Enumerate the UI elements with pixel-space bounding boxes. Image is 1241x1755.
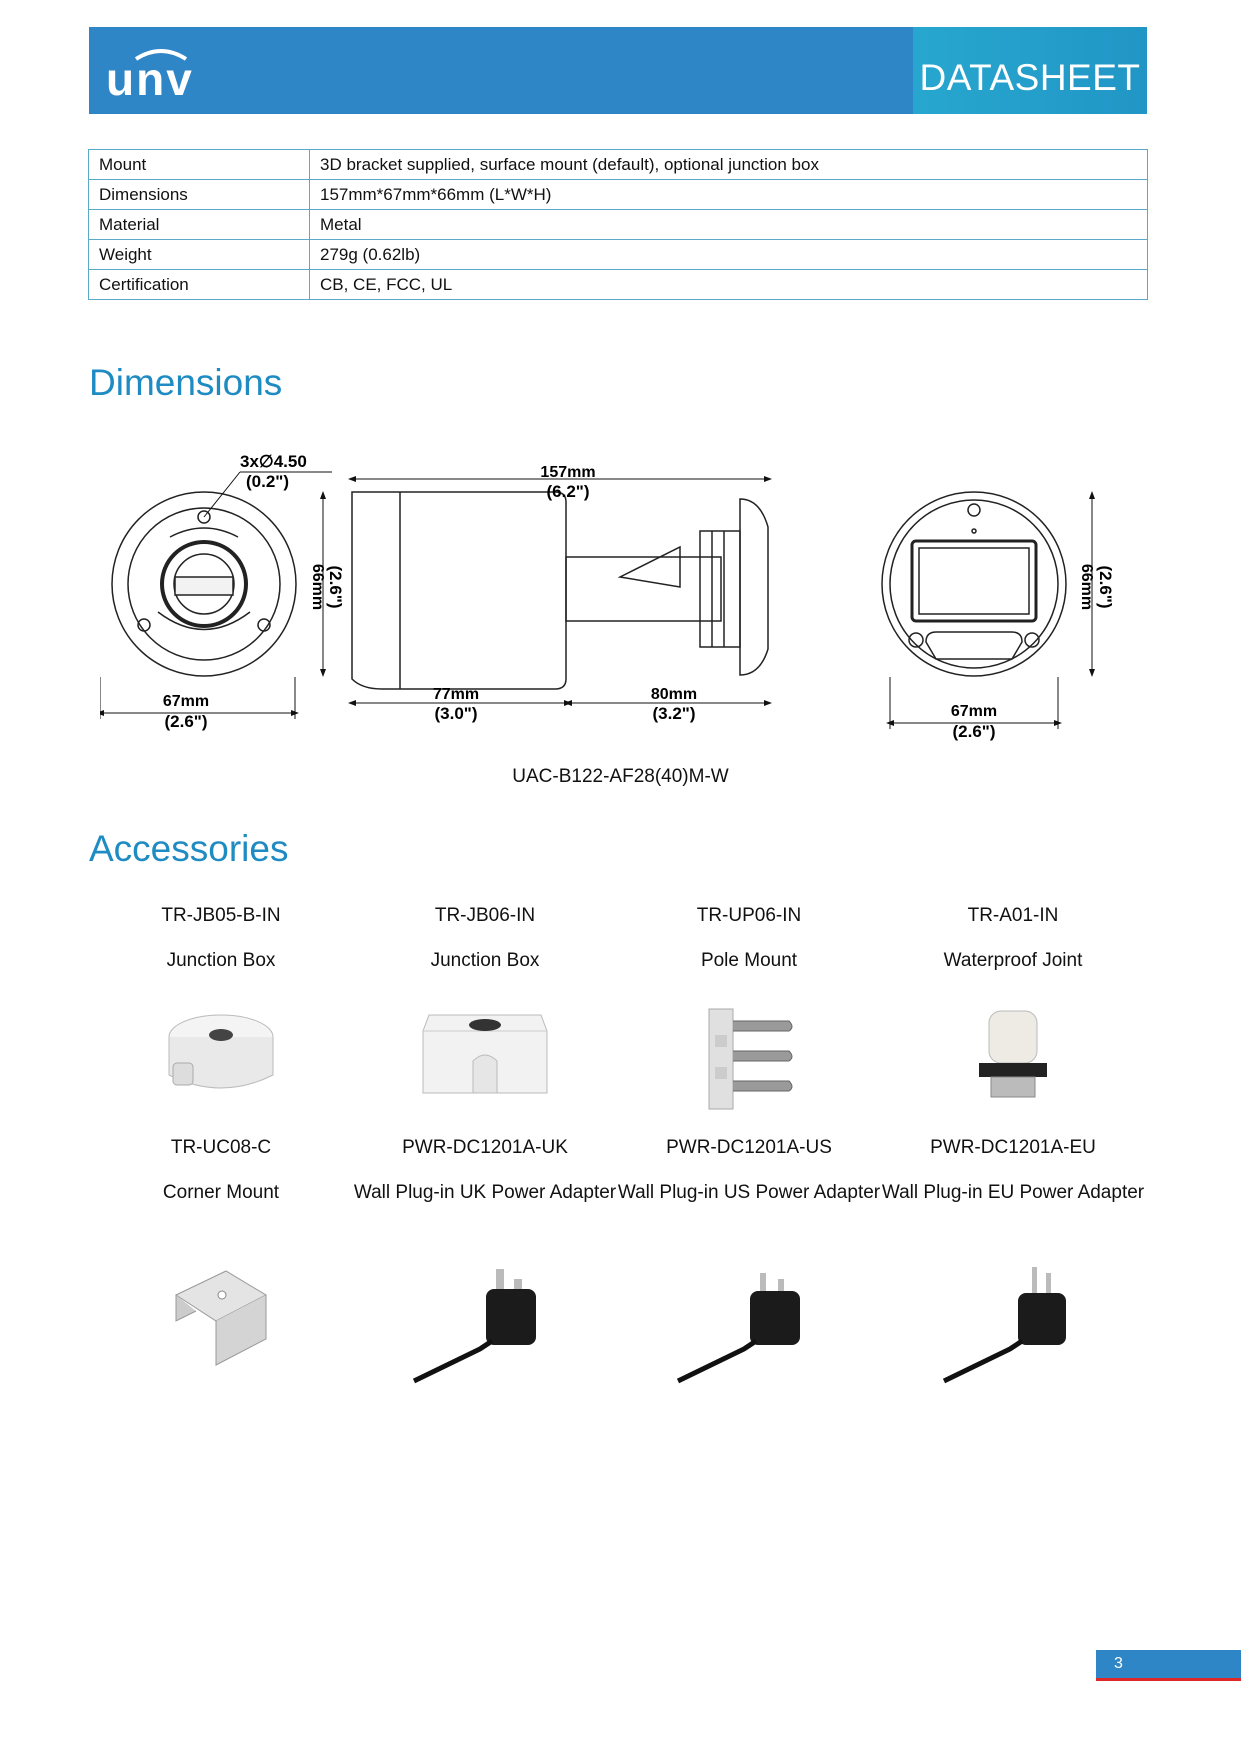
side-view-drawing — [352, 492, 768, 689]
unv-logo — [106, 41, 216, 101]
table-row — [89, 180, 1148, 210]
spec-value: 157mm*67mm*66mm (L*W*H) — [310, 180, 1148, 210]
front-height-in-label: (2.6") — [1096, 565, 1115, 609]
width-mm-label: 67mm — [162, 693, 210, 710]
accessory-desc: Wall Plug-in UK Power Adapter — [353, 1182, 617, 1203]
base-height-in-label: (2.6") — [326, 565, 345, 609]
front-length-in-label: (3.0") — [434, 704, 478, 723]
table-row — [89, 150, 1148, 180]
spec-label: Certification — [89, 270, 310, 300]
spec-label: Material — [89, 210, 310, 240]
accessory-desc: Wall Plug-in US Power Adapter — [617, 1182, 881, 1203]
accessory-desc: Wall Plug-in EU Power Adapter — [881, 1182, 1145, 1203]
spec-label: Mount — [89, 150, 310, 180]
datasheet-badge: DATASHEET — [913, 27, 1147, 114]
accessory-code: PWR-DC1201A-UK — [402, 1137, 568, 1158]
spec-value: CB, CE, FCC, UL — [310, 270, 1148, 300]
spec-label: Weight — [89, 240, 310, 270]
accessory-desc: Pole Mount — [700, 950, 798, 971]
base-height-mm-label: 66mm — [309, 563, 326, 611]
accessories-heading: Accessories — [89, 828, 289, 869]
table-row — [89, 210, 1148, 240]
accessory-desc: Junction Box — [166, 950, 276, 971]
accessory-desc: Corner Mount — [162, 1182, 280, 1203]
model-caption: UAC-B122-AF28(40)M-W — [512, 766, 729, 787]
front-height-mm-label: 66mm — [1078, 563, 1095, 611]
page-number-accent-bar — [1096, 1678, 1241, 1681]
accessory-code: PWR-DC1201A-US — [666, 1137, 832, 1158]
width-in-label: (2.6") — [164, 712, 208, 731]
base-drawing — [112, 492, 296, 676]
table-row — [89, 240, 1148, 270]
round-junction-box-icon — [161, 1005, 281, 1105]
dimensions-heading: Dimensions — [89, 362, 283, 403]
spec-table — [88, 149, 1148, 300]
accessory-code: TR-JB05-B-IN — [161, 905, 281, 926]
front-view-drawing — [882, 492, 1066, 676]
total-length-in-label: (6.2") — [546, 482, 590, 501]
front-length-mm-label: 77mm — [432, 686, 480, 703]
eu-adapter-icon — [938, 1265, 1088, 1385]
total-length-mm-label: 157mm — [540, 464, 596, 481]
front-width-in-label: (2.6") — [952, 722, 996, 741]
square-junction-box-icon — [415, 1005, 555, 1105]
front-width-mm-label: 67mm — [950, 703, 998, 720]
accessory-code: TR-JB06-IN — [434, 905, 536, 926]
pole-mount-icon — [689, 1005, 809, 1115]
mount-length-mm-label: 80mm — [650, 686, 698, 703]
page-number: 3 — [1096, 1650, 1241, 1678]
spec-label: Dimensions — [89, 180, 310, 210]
dimension-drawings — [100, 427, 1130, 757]
corner-mount-icon — [166, 1265, 276, 1375]
spec-value: 3D bracket supplied, surface mount (default), optional junction box — [310, 150, 1148, 180]
accessory-code: TR-A01-IN — [967, 905, 1059, 926]
holes-inch-label: (0.2") — [246, 472, 290, 491]
svg-text:unv: unv — [106, 53, 194, 101]
us-adapter-icon — [674, 1265, 824, 1385]
uk-adapter-icon — [410, 1265, 560, 1385]
accessory-code: TR-UP06-IN — [696, 905, 802, 926]
mount-length-in-label: (3.2") — [652, 704, 696, 723]
accessory-code: TR-UC08-C — [170, 1137, 272, 1158]
spec-value: 279g (0.62lb) — [310, 240, 1148, 270]
header-banner — [89, 27, 1147, 114]
accessory-desc: Junction Box — [430, 950, 540, 971]
accessory-desc: Waterproof Joint — [943, 950, 1083, 971]
accessory-code: PWR-DC1201A-EU — [930, 1137, 1096, 1158]
spec-value: Metal — [310, 210, 1148, 240]
waterproof-joint-icon — [973, 1005, 1053, 1105]
holes-label: 3x∅4.50 — [240, 452, 307, 471]
table-row — [89, 270, 1148, 300]
